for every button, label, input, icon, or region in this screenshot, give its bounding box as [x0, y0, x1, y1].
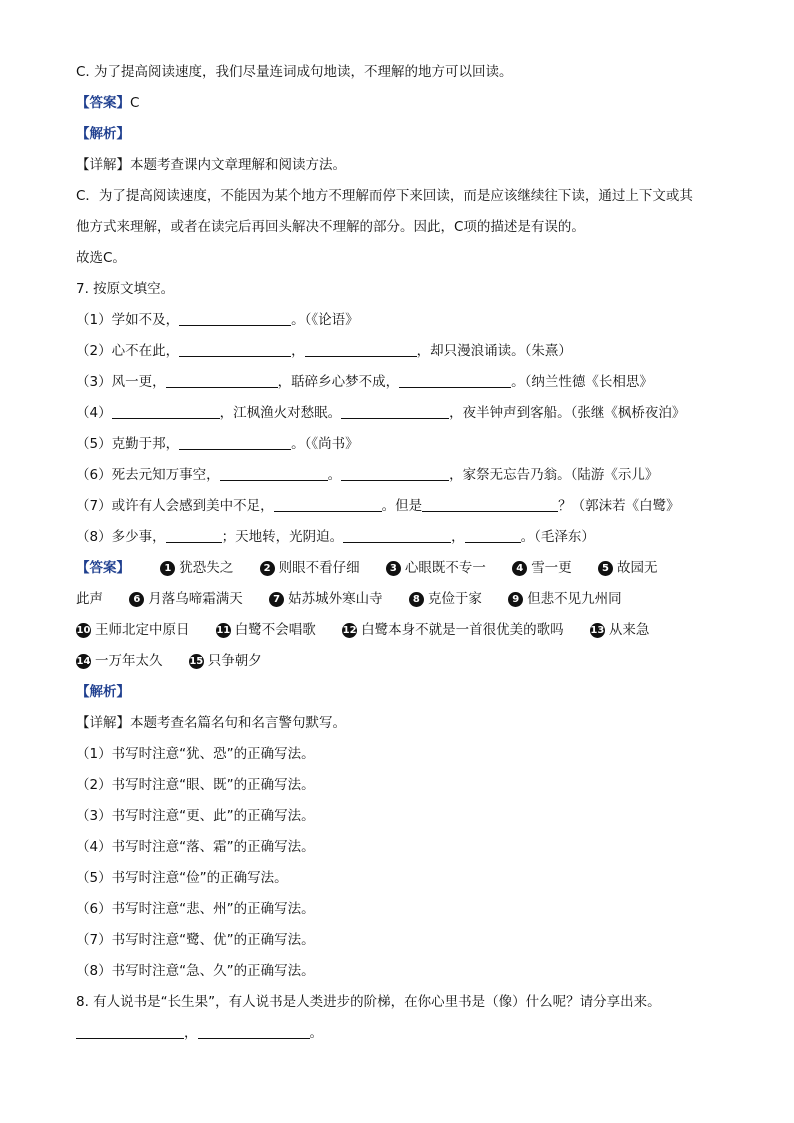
answer-item — [409, 591, 482, 607]
q7-item-4 — [76, 398, 726, 429]
q8-answer-blanks — [76, 1018, 726, 1049]
q6-detail-line — [76, 150, 726, 181]
q7-item-6 — [76, 460, 726, 491]
circled-number-icon: 9 — [508, 592, 523, 607]
q7-item-2-source: ，却只漫浪诵读。（朱熹） — [416, 343, 572, 359]
q7-note: （7）书写时注意“鹭、优”的正确写法。 — [76, 932, 315, 948]
q7-detail: 本题考查名篇名句和名言警句默写。 — [130, 715, 346, 731]
answer-item — [598, 560, 658, 576]
q8-sep: ， — [184, 1025, 198, 1041]
blank-line — [179, 340, 291, 357]
q7-answer-line-2 — [76, 584, 726, 615]
answer-text: 白鹭本身不就是一首很优美的歌吗 — [361, 622, 564, 638]
answer-text: 王师北定中原日 — [95, 622, 190, 638]
q7-item-1-text: （1）学如不及， — [76, 312, 180, 328]
blank-line — [341, 402, 449, 419]
q7-note: （6）书写时注意“悲、州”的正确写法。 — [76, 901, 315, 917]
q7-note: （1）书写时注意“犹、恐”的正确写法。 — [76, 746, 315, 762]
q7-item-5-source: 。（《尚书》 — [291, 436, 359, 452]
analysis-tag: 【解析】 — [76, 126, 130, 142]
q6-answer: C — [130, 95, 140, 111]
answer-text: 白鹭不会唱歌 — [234, 622, 316, 638]
detail-tag: 【详解】 — [76, 157, 130, 173]
q7-item-2-text: （2）心不在此， — [76, 343, 180, 359]
q6-explain-2: 他方式来理解，或者在读完后再回头解决不理解的部分。因此，C项的描述是有误的。 — [76, 219, 585, 235]
q7-item-8-text: （8）多少事， — [76, 529, 166, 545]
blank-line — [274, 495, 382, 512]
answer-item — [189, 653, 262, 669]
q6-explain-1: C．为了提高阅读速度，不能因为某个地方不理解而停下来回读，而是应该继续往下读，通过上下文或其 — [76, 188, 693, 204]
circled-number-icon: 5 — [598, 561, 613, 576]
answer-item — [512, 560, 572, 576]
answer-tag: 【答案】 — [76, 560, 130, 576]
q7-item-7-source: ？（郭沫若《白鹭》 — [558, 498, 680, 514]
q7-item-5 — [76, 429, 726, 460]
answer-text: 一万年太久 — [95, 653, 163, 669]
q7-item-4-source: ，夜半钟声到客船。（张继《枫桥夜泊》 — [449, 405, 686, 421]
answer-item — [160, 560, 233, 576]
answer-item — [508, 591, 622, 607]
q7-item-8-mid: ；天地转，光阴迫。 — [221, 529, 344, 545]
q6-detail: 本题考查课内文章理解和阅读方法。 — [130, 157, 346, 173]
answer-text: 但悲不见九州同 — [527, 591, 622, 607]
circled-number-icon: 10 — [76, 625, 91, 636]
answer-text: 此声 — [76, 591, 103, 607]
blank-line — [179, 309, 291, 326]
q7-item-7-mid: 。但是 — [381, 498, 423, 514]
answer-text: 从来急 — [608, 622, 650, 638]
q7-analysis-tag — [76, 677, 726, 708]
q7-item-1-source: 。（《论语》 — [291, 312, 359, 328]
blank-line — [465, 526, 521, 543]
circled-number-icon: 8 — [409, 592, 424, 607]
q7-item-3-mid: ，聒碎乡心梦不成， — [277, 374, 400, 390]
circled-number-icon: 2 — [260, 561, 275, 576]
q7-item-3-text: （3）风一更， — [76, 374, 166, 390]
q7-note: （4）书写时注意“落、霜”的正确写法。 — [76, 839, 315, 855]
answer-item — [76, 622, 190, 638]
q7-item-3-source: 。（纳兰性德《长相思》 — [511, 374, 653, 390]
q7-note: （3）书写时注意“更、此”的正确写法。 — [76, 808, 315, 824]
blank-line — [198, 1022, 310, 1039]
answer-item — [260, 560, 360, 576]
blank-line — [399, 371, 511, 388]
blank-line — [422, 495, 558, 512]
blank-line — [112, 402, 220, 419]
q7-item-8-source: 。（毛泽东） — [520, 529, 595, 545]
q6-option-c: C. 为了提高阅读速度，我们尽量连词成句地读，不理解的地方可以回读。 — [76, 64, 513, 80]
analysis-tag: 【解析】 — [76, 684, 130, 700]
q7-item-4-num: （4） — [76, 405, 112, 421]
circled-number-icon: 6 — [129, 592, 144, 607]
blank-line — [179, 433, 291, 450]
blank-line — [76, 1022, 184, 1039]
q7-note: （2）书写时注意“眼、既”的正确写法。 — [76, 777, 315, 793]
q7-item-6-text: （6）死去元知万事空， — [76, 467, 220, 483]
circled-number-icon: 7 — [269, 592, 284, 607]
q7-item-1 — [76, 305, 726, 336]
q8-end: 。 — [309, 1025, 323, 1041]
blank-line — [166, 371, 278, 388]
answer-text: 月落乌啼霜满天 — [148, 591, 243, 607]
answer-text: 故园无 — [616, 560, 658, 576]
q7-title: 7. 按原文填空。 — [76, 281, 175, 297]
q6-conclusion: 故选C。 — [76, 250, 126, 266]
circled-number-icon: 13 — [590, 625, 605, 636]
circled-number-icon: 11 — [216, 625, 231, 636]
answer-item — [269, 591, 383, 607]
circled-number-icon: 4 — [512, 561, 527, 576]
answer-item — [386, 560, 486, 576]
document-content — [76, 57, 726, 1049]
blank-line — [305, 340, 417, 357]
q7-item-8-sep: ， — [451, 529, 465, 545]
blank-line — [343, 526, 451, 543]
q7-item-7 — [76, 491, 726, 522]
answer-text: 雪一更 — [531, 560, 572, 576]
q7-item-7-text: （7）或许有人会感到美中不足， — [76, 498, 274, 514]
q7-answer-line-3 — [76, 615, 726, 646]
q7-item-6-sep: 。 — [327, 467, 342, 483]
q7-note: （8）书写时注意“急、久”的正确写法。 — [76, 963, 315, 979]
detail-tag: 【详解】 — [76, 715, 130, 731]
answer-text: 心眼既不专一 — [404, 560, 486, 576]
q7-detail-line — [76, 708, 726, 739]
q6-analysis-tag — [76, 119, 726, 150]
answer-text: 姑苏城外寒山寺 — [288, 591, 383, 607]
circled-number-icon: 14 — [76, 656, 91, 667]
q7-item-3 — [76, 367, 726, 398]
q7-note: （5）书写时注意“俭”的正确写法。 — [76, 870, 288, 886]
q7-item-6-source: ，家祭无忘告乃翁。（陆游《示儿》 — [449, 467, 659, 483]
circled-number-icon: 15 — [189, 656, 204, 667]
answer-text: 只争朝夕 — [207, 653, 262, 669]
circled-number-icon: 1 — [160, 561, 175, 576]
q7-item-2 — [76, 336, 726, 367]
blank-line — [220, 464, 328, 481]
q8-title: 8. 有人说书是“长生果”，有人说书是人类进步的阶梯，在你心里书是（像）什么呢？请分享出来。 — [76, 994, 661, 1010]
blank-line — [166, 526, 222, 543]
answer-text: 则眼不看仔细 — [278, 560, 360, 576]
answer-text: 犹恐失之 — [179, 560, 234, 576]
answer-item — [129, 591, 243, 607]
circled-number-icon: 3 — [386, 561, 401, 576]
answer-item — [590, 622, 650, 638]
circled-number-icon: 12 — [342, 625, 357, 636]
q7-item-2-sep: ， — [291, 343, 305, 359]
q7-answer-line-1 — [76, 553, 726, 584]
answer-item — [76, 653, 163, 669]
answer-tag: 【答案】 — [76, 95, 130, 111]
q7-item-4-mid: ，江枫渔火对愁眠。 — [219, 405, 342, 421]
q6-answer-line — [76, 88, 726, 119]
answer-item — [216, 622, 316, 638]
q7-item-5-text: （5）克勤于邦， — [76, 436, 180, 452]
blank-line — [341, 464, 449, 481]
q7-answer-line-4 — [76, 646, 726, 677]
q7-item-8 — [76, 522, 726, 553]
answer-text: 克俭于家 — [427, 591, 482, 607]
answer-item — [342, 622, 564, 638]
